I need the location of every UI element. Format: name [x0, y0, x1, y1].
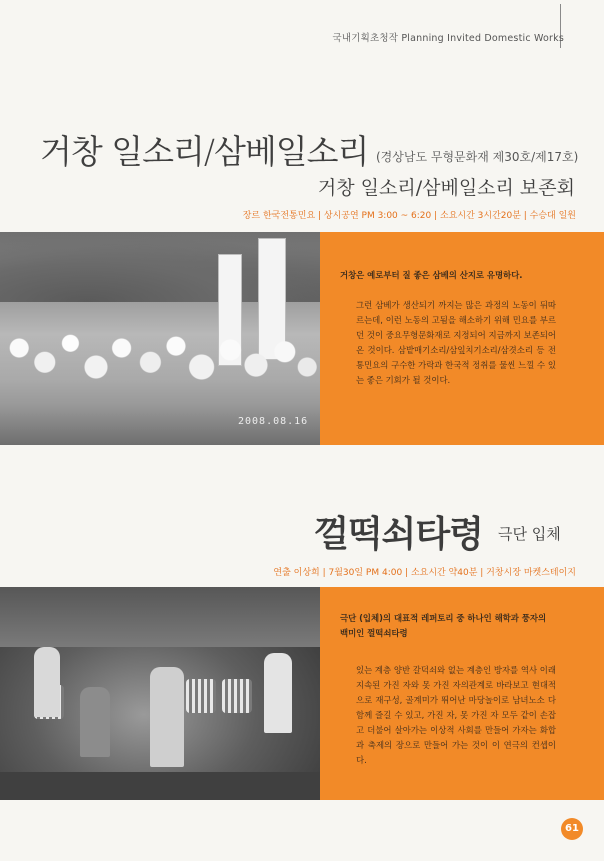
photo-performer [34, 647, 60, 717]
section-header: 국내기획초청작 Planning Invited Domestic Works [332, 33, 564, 44]
photo-drum [222, 679, 252, 713]
photo-performer [264, 653, 292, 733]
work1-description-box [320, 232, 604, 445]
photo-performers [0, 310, 320, 405]
work1-photo [0, 232, 320, 445]
photo-date-stamp: 2008.08.16 [238, 416, 309, 427]
work1-title: 거창 일소리/삼베일소리 [40, 132, 369, 171]
work2-photo [0, 587, 320, 800]
work1-lead: 거창은 예로부터 질 좋은 삼베의 산지로 유명하다. [340, 270, 523, 280]
work2-company: 극단 입체 [498, 525, 561, 543]
work2-lead: 극단 (입체)의 대표적 레퍼토리 중 하나인 해학과 풍자의 백미인 껄떡쇠타령 [340, 613, 547, 638]
work2-description-box [320, 587, 604, 800]
work2-body: 있는 계층 양반 갈덕쇠와 없는 계층인 방자를 역사 이래 지속된 가진 자와 못 가진 자의관계로 바라보고 현대적으로 재구성, 골계미가 뛰어난 마당놀이로 남녀노소 다 함께 즐길 수 있고, 가진 자, 못 가진 자 모두 같이 손잡고 더불어 살아가는 이상적 사회를 만들어 가자는 화합과 축제의 장으로 만들어 가는 것이 이 연극의 컨셉이다. [356, 665, 556, 765]
photo-performer [80, 687, 110, 757]
page-number: 61 [561, 818, 583, 840]
work1-company: 거창 일소리/삼베일소리 보존회 [317, 177, 575, 199]
photo-stage-floor [0, 772, 320, 800]
work2-title: 껄떡쇠타령 [314, 514, 483, 555]
work2-info-line: 연출 이상희 | 7월30일 PM 4:00 | 소요시간 약40분 | 거창시장 마켓스테이지 [273, 568, 576, 578]
photo-stage-backdrop [0, 587, 320, 647]
work1-body: 그런 삼베가 생산되기 까지는 많은 과정의 노동이 뒤따르는데, 이런 노동의 고됨을 해소하기 위해 민요를 부르던 것이 중요무형문화재로 지정되어 지금까지 보존되어 온 것이다. 삼밭매기소리/삼잎치기소리/삼겻소리 등 전통민요의 구수한 가락과 한국적 정취를 물씬 느낄 수 있는 좋은 기회가 될 것이다. [356, 300, 556, 385]
photo-performer [150, 667, 184, 767]
photo-drum [186, 679, 216, 713]
work1-designation: (경상남도 무형문화재 제30호/제17호) [376, 150, 579, 164]
work1-info-line: 장르 한국전통민요 | 상시공연 PM 3:00 ~ 6:20 | 소요시간 3시간20분 | 수승대 일원 [242, 211, 576, 221]
